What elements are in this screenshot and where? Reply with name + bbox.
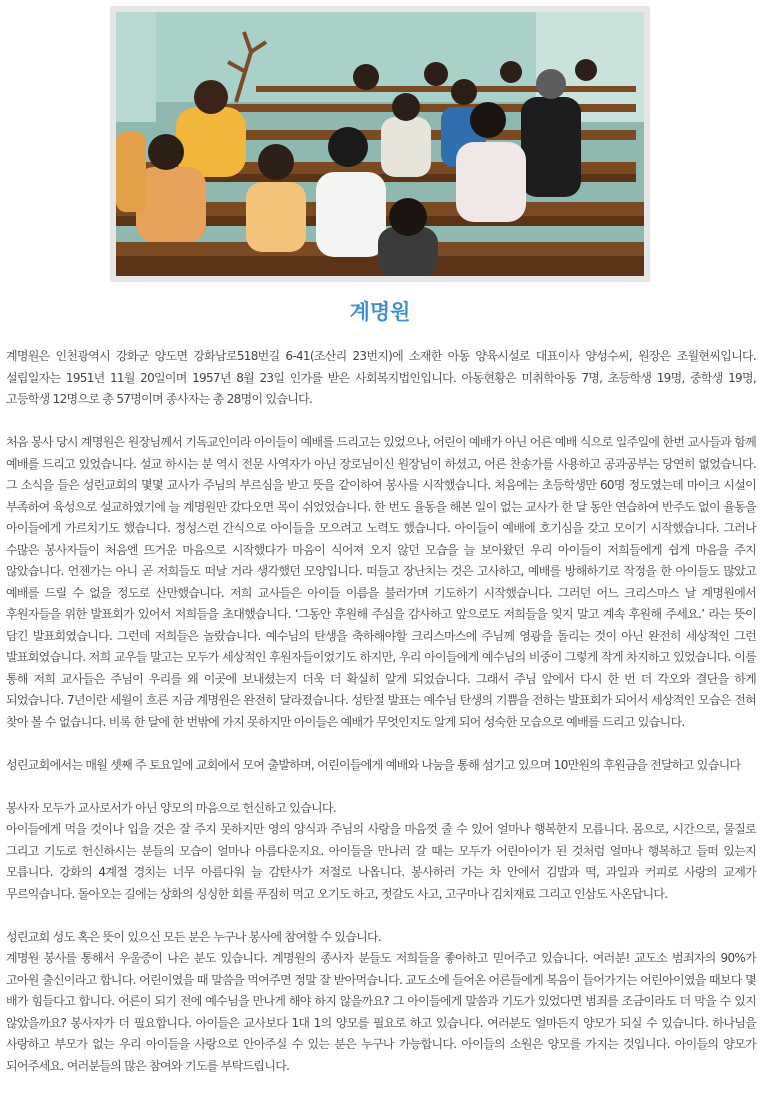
photo-frame	[110, 6, 650, 282]
paragraph-intro: 계명원은 인천광역시 강화군 양도면 강화남로518번길 6-41(조산리 23번지)에 소재한 아동 양육시설로 대표이사 양성수씨, 원장은 조월현씨입니다. 설립일자는 1951년 11월 20일이며 1957년 8월 23일 인가를 받은 사회복지법인입니다. 아동현황은 미취학아동 7명, 초등학생 19명, 중학생 19명, 고등학생 12명으로 총 57명이며 종사자는 총 28명이 있습니다.	[6, 349, 756, 406]
paragraph-volunteers: 아이들에게 먹을 것이나 입을 것은 잘 주지 못하지만 영의 양식과 주님의 사랑을 마음껏 줄 수 있어 얼마나 행복한지 모릅니다. 몸으로, 시간으로, 물질로 그리고 기도로 헌신하시는 분들의 모습이 얼마나 아름다운지요. 아이들을 만나러 갈 때는 모두가 어린아이가 된 것처럼 얼마나 행복하고 들떠 있는지 모릅니다. 강화의 4계절 경치는 너무 아름다워 늘 감탄사가 저절로 나옵니다. 봉사하러 가는 차 안에서 김밥과 떡, 과일과 커피로 사랑의 교제가 무르익습니다. 돌아오는 길에는 상화의 싱싱한 회를 푸짐히 먹고 오기도 하고, 젓갈도 사고, 고구마나 김치재료 그리고 인삼도 사온답니다.	[6, 822, 756, 901]
paragraph-invitation: 계명원 봉사를 통해서 우울증이 나은 분도 있습니다. 계명원의 종사자 분들도 저희들을 좋아하고 믿어주고 있습니다. 여러분! 교도소 범죄자의 90%가 고아원 출신이라고 합니다. 어린이였을 때 말씀을 먹여주면 정말 잘 받아먹습니다. 교도소에 들어온 어른들에게 복음이 들어가기는 어린아이였을 때보다 몇 배가 힘들다고 합니다. 어른이 되기 전에 예수님을 만나게 해야 하지 않을까요? 그 아이들에게 말씀과 기도가 있었다면 범죄를 조금이라도 더 막을 수 있지 않았을까요? 봉사자가 더 필요합니다. 아이들은 교사보다 1대 1의 양모를 필요로 하고 있습니다. 여러분도 얼마든지 양모가 되실 수 있습니다. 하나님을 사랑하고 부모가 없는 우리 아이들을 사랑으로 안아주실 수 있는 분은 누구나 가능합니다. 아이들의 소원은 양모를 가지는 것입니다. 아이들의 양모가 되어주세요. 여러분들의 많은 참여와 기도를 부탁드립니다.	[6, 951, 756, 1073]
paragraph-invitation-heading: 성린교회 성도 혹은 뜻이 있으신 모든 분은 누구나 봉사에 참여할 수 있습니다.	[6, 929, 382, 944]
paragraph-schedule: 성린교회에서는 매월 셋째 주 토요일에 교회에서 모여 출발하며, 어린이들에게 예배와 나눔을 통해 섬기고 있으며 10만원의 후원금을 전달하고 있습니다	[6, 757, 741, 772]
page-title: 계명원	[349, 300, 411, 324]
paragraph-history: 처음 봉사 당시 계명원은 원장님께서 기독교인이라 아이들이 예배를 드리고는 있었으나, 어린이 예배가 아닌 어른 예배 식으로 일주일에 한번 교사들과 함께 예배를 드리고 있었습니다. 설교 하시는 분 역시 전문 사역자가 아닌 장로님이신 원장님이 하셨고, 어른 찬송가를 사용하고 공과공부는 당연히 없었습니다. 그 소식을 들은 성린교회의 몇몇 교사가 주님의 부르심을 받고 뜻을 같이하여 봉사를 시작했습니다. 처음에는 초등학생만 60명 정도였는데 마이크 시설이 부족하여 육성으로 설교하였기에 늘 계명원만 갔다오면 목이 쉬었었습니다. 한 번도 율동을 해본 일이 없는 교사가 한 달 동안 연습하여 반주도 없이 율동을 아이들에게 가르치기도 했습니다. 정성스런 간식으로 아이들을 모으려고 노력도 했습니다. 아이들이 예배에 호기심을 갖고 모이기 시작했습니다. 그러나 수많은 봉사자들이 처음엔 뜨거운 마음으로 시작했다가 마음이 식어져 오지 않던 모습을 늘 보아왔던 우리 아이들이 저희들에게 쉽게 마음을 주지 않았습니다. 언젠가는 아니 곧 저희들도 떠날 거라 생각했던 모양입니다. 떠들고 장난치는 것은 고사하고, 예배를 방해하기로 작정을 한 아이들도 많았고 예배를 드릴 수 없을 정도로 산만했습니다. 저희 교사들은 아이들 이름을 불러가며 기도하기 시작했습니다. 그러던 어느 크리스마스 날 계명원에서 후원자들을 위한 발표회가 있어서 저희들을 초대했습니다. ‘그동안 후원해 주심을 감사하고 앞으로도 저희들을 잊지 말고 계속 후원해 주세요.’ 라는 뜻이 담긴 발표회였습니다. 그런데 저희들은 놀랐습니다. 예수님의 탄생을 축하해야할 크리스마스에 주님께 영광을 돌리는 것이 아닌 완전히 세상적인 그런 발표회였습니다. 저희 교우들 말고는 모두가 세상적인 후원자들이었기도 하지만, 우리 아이들에게 예수님의 비중이 그렇게 작게 차지하고 있었습니다. 이를 통해 저희 교사들은 주님이 우리를 왜 이곳에 보내셨는지 더욱 더 확실히 알게 되었습니다. 그래서 주님 앞에서 다시 한 번 더 각오와 결단을 하게 되었습니다. 7년이란 세월이 흐른 지금 계명원은 완전히 달라졌습니다. 성탄절 발표는 예수님 탄생의 기쁨을 전하는 발표회가 되어서 세상적인 모습은 전혀 찾아 볼 수 없습니다. 비록 한 달에 한 번밖에 가지 못하지만 아이들은 예배가 무엇인지도 알게 되어 성숙한 모습으로 예배를 드리고 있습니다.	[6, 435, 756, 729]
church-service-photo	[116, 12, 644, 276]
paragraph-volunteers-heading: 봉사자 모두가 교사로서가 아닌 양모의 마음으로 헌신하고 있습니다.	[6, 800, 336, 815]
article-body	[6, 346, 756, 1099]
